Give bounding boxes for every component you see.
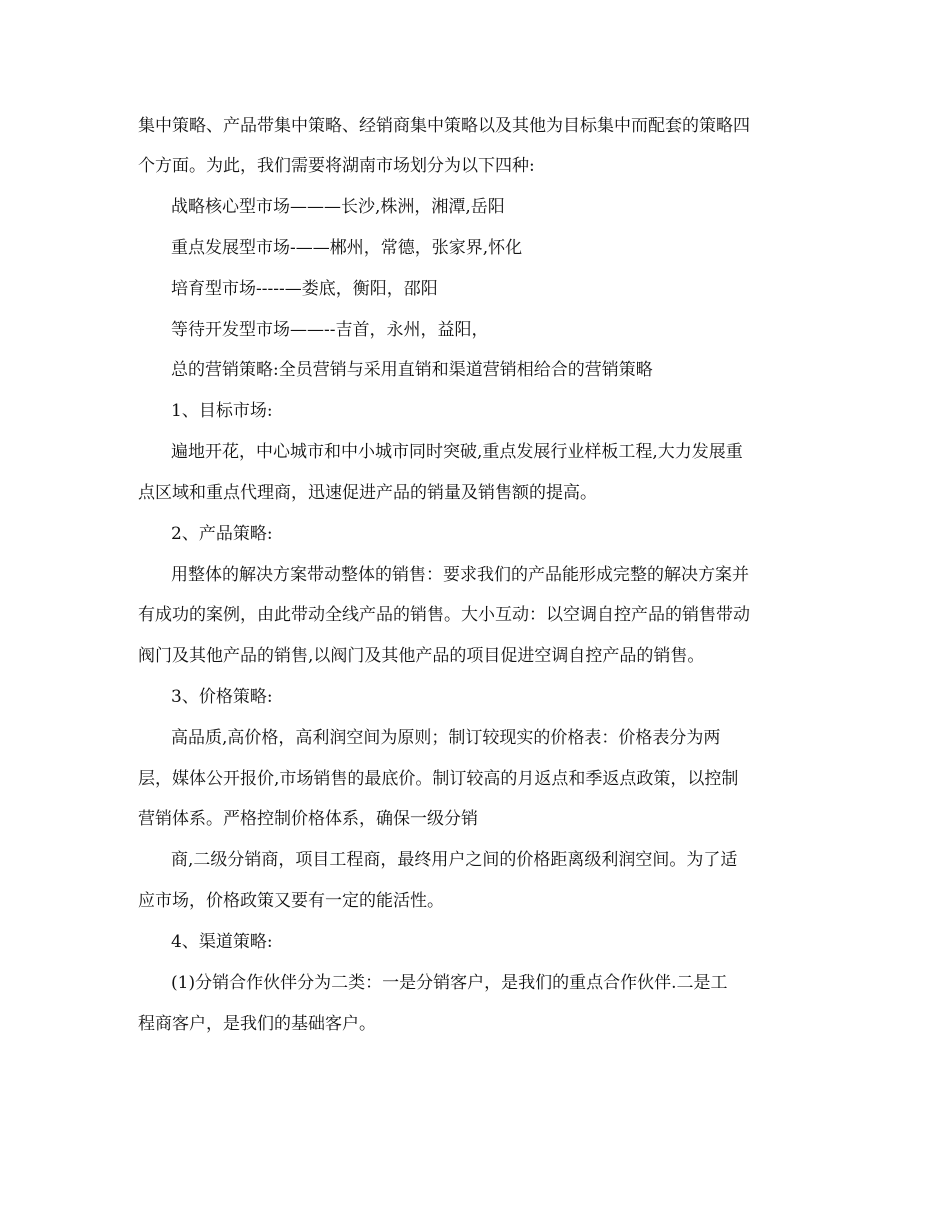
text-line: 遍地开花，中心城市和中小城市同时突破,重点发展行业样板工程,大力发展重 xyxy=(171,442,743,462)
text-line: 集中策略、产品带集中策略、经销商集中策略以及其他为目标集中而配套的策略四 xyxy=(138,116,750,136)
text-line: 战略核心型市场———长沙,株洲，湘潭,岳阳 xyxy=(171,197,505,217)
text-line: (1)分销合作伙伴分为二类：一是分销客户，是我们的重点合作伙伴.二是工 xyxy=(171,973,728,993)
text-line: 阀门及其他产品的销售,以阀门及其他产品的项目促进空调自控产品的销售。 xyxy=(138,646,705,666)
text-line: 营销体系。严格控制价格体系，确保一级分销 xyxy=(138,809,478,829)
text-line: 用整体的解决方案带动整体的销售：要求我们的产品能形成完整的解决方案并 xyxy=(171,565,749,585)
section-heading: 3、价格策略: xyxy=(171,687,273,707)
text-line: 应市场，价格政策又要有一定的能活性。 xyxy=(138,891,444,911)
section-heading: 4、渠道策略: xyxy=(171,932,273,952)
text-line: 等待开发型市场——--吉首，永州，益阳， xyxy=(171,320,489,340)
text-line: 程商客户，是我们的基础客户。 xyxy=(138,1014,376,1034)
section-heading: 2、产品策略: xyxy=(171,524,273,544)
text-line: 培育型市场-----—娄底，衡阳，邵阳 xyxy=(171,279,438,299)
text-line: 重点发展型市场-——郴州，常德，张家界,怀化 xyxy=(171,238,523,258)
text-line: 点区域和重点代理商，迅速促进产品的销量及销售额的提高。 xyxy=(138,483,597,503)
text-line: 总的营销策略:全员营销与采用直销和渠道营销相给合的营销策略 xyxy=(171,360,653,380)
text-line: 商,二级分销商，项目工程商，最终用户之间的价格距离级利润空间。为了适 xyxy=(171,850,738,870)
section-heading: 1、目标市场: xyxy=(171,401,273,421)
text-line: 层，媒体公开报价,市场销售的最底价。制订较高的月返点和季返点政策，以控制 xyxy=(138,769,739,789)
text-line: 有成功的案例，由此带动全线产品的销售。大小互动：以空调自控产品的销售带动 xyxy=(138,605,750,625)
text-line: 个方面。为此，我们需要将湖南市场划分为以下四种: xyxy=(138,156,535,176)
text-line: 高品质,高价格，高利润空间为原则；制订较现实的价格表：价格表分为两 xyxy=(171,728,721,748)
